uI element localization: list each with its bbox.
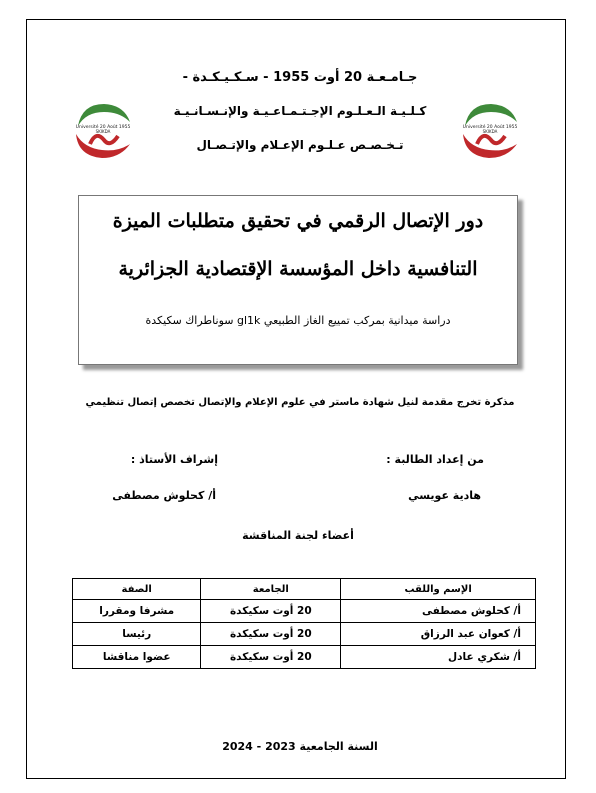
committee-title: أعضاء لجنة المناقشة <box>242 529 354 542</box>
column-header-role: الصفة <box>73 579 201 600</box>
column-header-name: الإسم واللقب <box>341 579 536 600</box>
university-logo-right <box>455 100 525 162</box>
member-name: أ/ شكري عادل <box>341 646 536 669</box>
specialty-name: تـخـصـص عـلـوم الإعـلام والإتـصـال <box>196 138 404 152</box>
academic-year: السنة الجامعية 2023 - 2024 <box>222 740 378 753</box>
supervisor-name: أ/ كحلوش مصطفى <box>112 489 216 502</box>
member-role: عضوا مناقشا <box>73 646 201 669</box>
thesis-title-line-1: دور الإتصال الرقمي في تحقيق متطلبات الميزة <box>112 210 484 232</box>
member-university: 20 أوت سكيكدة <box>201 623 341 646</box>
faculty-name: كـلـيـة الـعـلـوم الإجـتـمـاعـيـة والإنـسـانـيـة <box>173 104 427 118</box>
column-header-university: الجامعة <box>201 579 341 600</box>
university-logo-icon <box>455 100 525 162</box>
member-role: رئيسا <box>73 623 201 646</box>
svg-text:Université 20 Août 1955: Université 20 Août 1955 <box>462 125 518 130</box>
prepared-by-label: من إعداد الطالبة : <box>386 453 484 466</box>
member-name: أ/ كعوان عبد الرزاق <box>341 623 536 646</box>
table-header-row <box>73 579 536 600</box>
university-name: جـامـعـة 20 أوت 1955 - سـكـيـكـدة - <box>182 70 418 85</box>
table-row <box>73 600 536 623</box>
university-logo-left <box>68 100 138 162</box>
table-row <box>73 646 536 669</box>
member-university: 20 أوت سكيكدة <box>201 646 341 669</box>
memo-description: مذكرة تخرج مقدمة لنيل شهادة ماستر في علوم الإعلام والإتصال تخصص إتصال تنظيمي <box>85 397 515 408</box>
thesis-title-line-2: التنافسية داخل المؤسسة الإقتصادية الجزائرية <box>118 258 478 280</box>
university-logo-icon <box>68 100 138 162</box>
supervisor-label: إشراف الأستاذ : <box>130 453 218 466</box>
student-name: هادية عويسي <box>408 489 481 502</box>
svg-text:SKIKDA: SKIKDA <box>482 129 498 134</box>
member-name: أ/ كحلوش مصطفى <box>341 600 536 623</box>
table-row <box>73 623 536 646</box>
member-university: 20 أوت سكيكدة <box>201 600 341 623</box>
committee-table <box>72 578 536 669</box>
thesis-subtitle: دراسة ميدانية بمركب تمييع الغاز الطبيعي gl1k سوناطراك سكيكدة <box>145 314 451 327</box>
svg-text:Université 20 Août 1955: Université 20 Août 1955 <box>75 125 131 130</box>
thesis-title-box <box>78 195 518 365</box>
svg-text:SKIKDA: SKIKDA <box>95 129 111 134</box>
member-role: مشرفا ومقررا <box>73 600 201 623</box>
